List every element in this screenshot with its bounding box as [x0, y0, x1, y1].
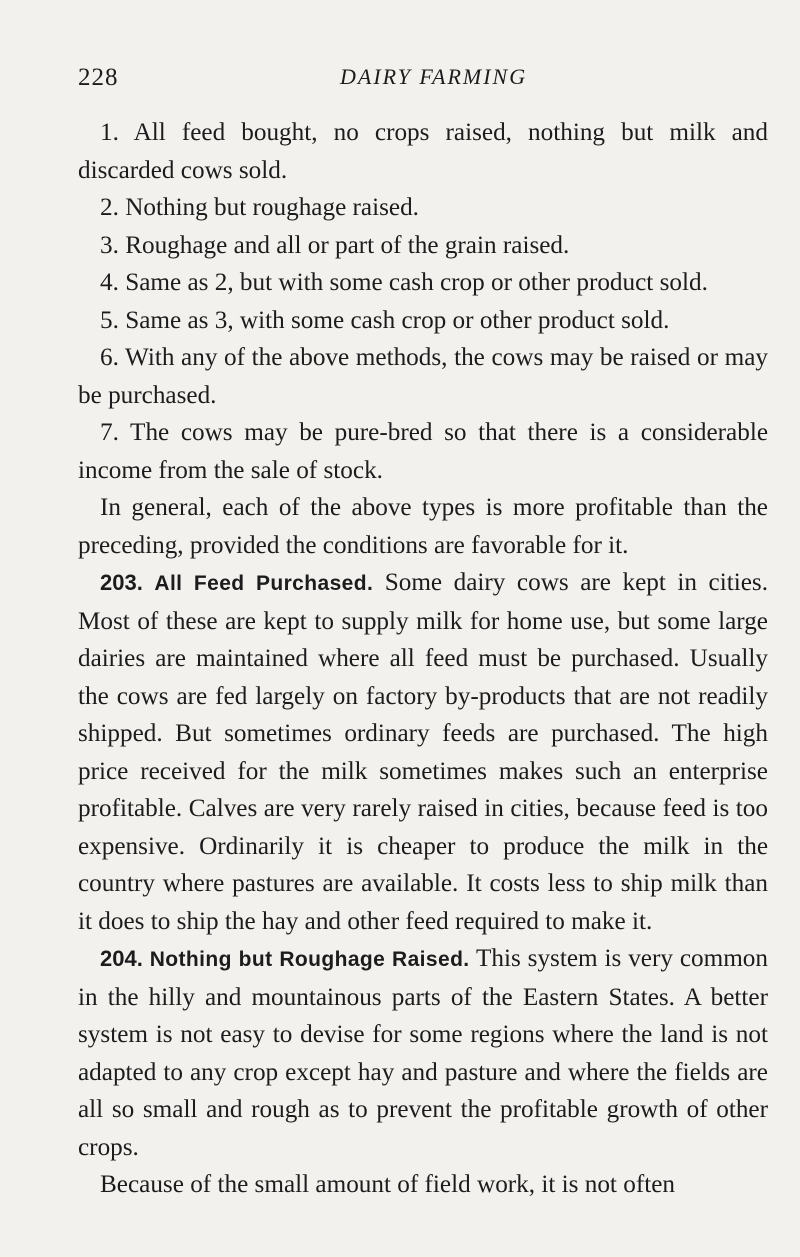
list-item-2: 2. Nothing but roughage raised.	[100, 194, 419, 221]
list-item-6: 6. With any of the above methods, the cows may be raised or may be purchased.	[78, 344, 768, 409]
running-title: DAIRY FARMING	[340, 64, 528, 89]
section-heading: Nothing but Roughage Raised.	[149, 948, 470, 971]
list-item-7: 7. The cows may be pure-bred so that there is a considerable income from the sale of stock.	[78, 419, 768, 484]
general-paragraph: In general, each of the above types is more profitable than the preceding, provided the conditions are favorable for it.	[78, 494, 768, 559]
section-203	[78, 564, 768, 940]
page-number: 228	[78, 64, 119, 91]
list-item-5: 5. Same as 3, with some cash crop or other product sold.	[100, 306, 670, 334]
closing-paragraph: Because of the small amount of field work, it is not often	[100, 1171, 675, 1198]
list-item-3: 3. Roughage and all or part of the grain raised.	[100, 231, 570, 259]
section-heading: All Feed Purchased.	[154, 572, 374, 595]
running-head	[0, 64, 800, 94]
section-text: This system is very common in the hilly and mountainous parts of the Eastern States. A better system is not easy to devise for some regions where the land is not adapted to any crop except hay and pasture and where the fields are all so small and rough as to prevent the profitable growth of other crops.	[78, 945, 768, 1161]
section-text: Some dairy cows are kept in cities. Most of these are kept to supply milk for home use, but some large dairies are maintained where all feed must be purchased. Usually the cows are fed largely on factory by-products that are not readily shipped. But sometimes ordinary feeds are purchased. The high price received for the milk sometimes makes such an enterprise profitable. Calves are very rarely raised in cities, because feed is too expensive. Ordinarily it is cheaper to produce the milk in the country where pastures are available. It costs less to ship milk than it does to ship the hay and other feed required to make it.	[78, 569, 769, 935]
section-number: 203.	[100, 570, 143, 595]
section-204	[78, 940, 768, 1166]
section-number: 204.	[100, 946, 143, 971]
list-item-1: 1. All feed bought, no crops raised, nothing but milk and discarded cows sold.	[78, 119, 768, 184]
body-text	[78, 114, 768, 1204]
list-item-4: 4. Same as 2, but with some cash crop or other product sold.	[100, 269, 708, 296]
